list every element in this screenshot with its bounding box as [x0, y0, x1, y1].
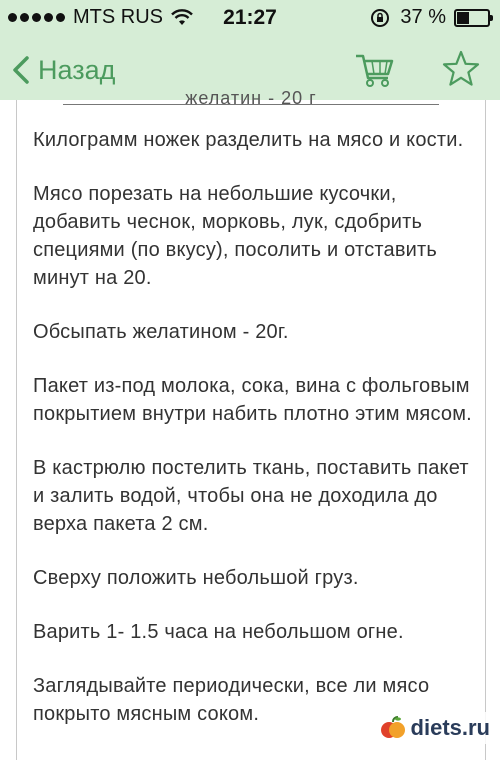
star-icon — [438, 46, 484, 92]
recipe-paragraph: Сверху положить небольшой груз. — [33, 567, 359, 589]
status-bar — [0, 0, 500, 40]
status-time: 21:27 — [223, 6, 277, 29]
recipe-text — [33, 126, 473, 754]
heading-divider — [63, 104, 439, 105]
recipe-paragraph: Килограмм ножек разделить на мясо и кости. — [33, 129, 464, 151]
recipe-paragraph: Варить 1- 1.5 часа на небольшом огне. — [33, 621, 404, 643]
recipe-content[interactable] — [16, 88, 486, 760]
cart-button[interactable] — [352, 46, 398, 92]
back-button[interactable] — [10, 50, 115, 90]
back-button-label: Назад — [38, 54, 116, 85]
favorite-button[interactable] — [438, 46, 484, 92]
battery-icon — [454, 9, 490, 27]
carrier-name: MTS RUS — [73, 6, 163, 28]
watermark — [375, 712, 494, 744]
recipe-paragraph: Заглядывайте периодически, все ли мясо покрыто мясным соком. — [33, 675, 430, 725]
apple-logo-icon — [379, 714, 407, 742]
orientation-lock-icon — [370, 8, 390, 28]
recipe-paragraph: В кастрюлю постелить ткань, поставить пакет и залить водой, чтобы она не доходила до верха пакета 2 см. — [33, 457, 469, 535]
recipe-paragraph: Мясо порезать на небольшие кусочки, добавить чеснок, морковь, лук, сдобрить специями (по вкусу), посолить и отставить минут на 20. — [33, 183, 438, 289]
chevron-left-icon — [10, 55, 32, 85]
status-right — [370, 6, 490, 29]
battery-fill — [457, 12, 469, 24]
battery-percent: 37 % — [400, 6, 446, 28]
watermark-text: diets.ru — [410, 715, 490, 740]
recipe-paragraph: Пакет из-под молока, сока, вина с фольговым покрытием внутри набить плотно этим мясом. — [33, 375, 472, 425]
cart-icon — [352, 46, 398, 92]
recipe-paragraph: Обсыпать желатином - 20г. — [33, 321, 289, 343]
ingredient-heading: желатин - 20 г — [185, 88, 317, 108]
